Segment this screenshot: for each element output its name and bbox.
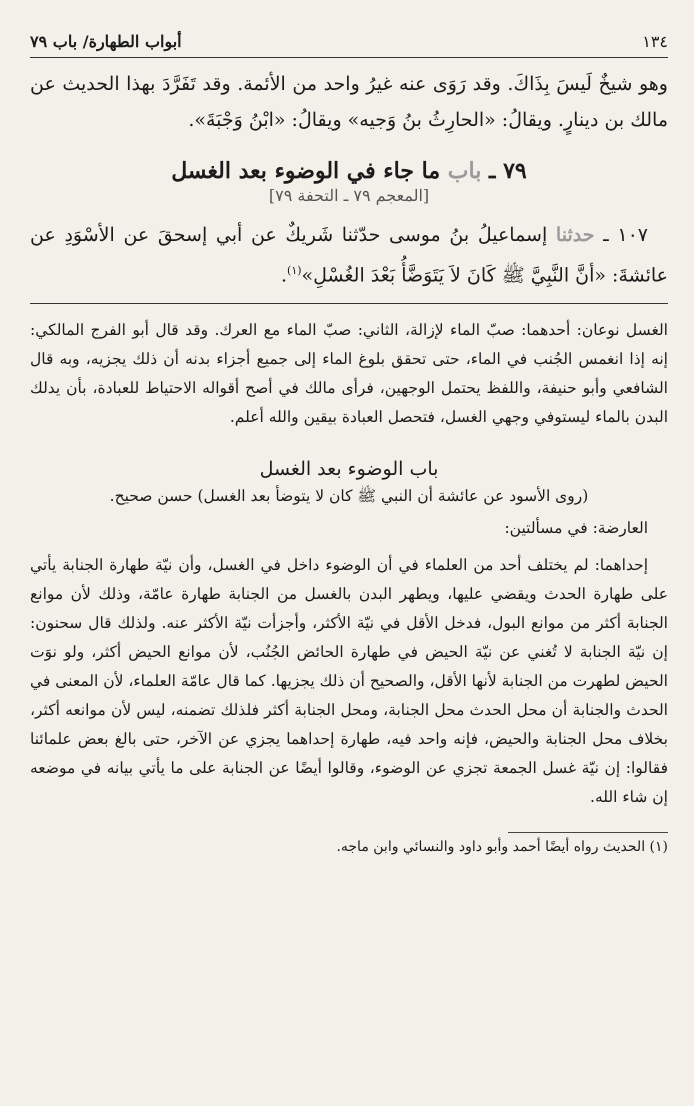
hadith-text: «أنَّ النَّبِيَّ ﷺ كَانَ لاَ يَتَوَضَّأُ بَعْدَ الغُسْلِ» <box>301 264 606 287</box>
hadith-paragraph: ١٠٧ ـ حدثنا إسماعيلُ بنُ موسى حدّثنا شَريكٌ عن أبي إسحقَ عن الأسْوَدِ عن عائشةَ: «أنَّ النَّبِيَّ ﷺ كَانَ لاَ يَتَوَضَّأُ بَعْدَ الغُسْلِ»$^{(١)}$. <box>30 224 668 287</box>
hadith-tahdith-word: حدثنا <box>555 224 595 246</box>
section-title: أبواب الطهارة/ باب ٧٩ <box>30 32 182 51</box>
commentary-intro: الغسل نوعان: أحدهما: صبّ الماء لإزالة، الثاني: صبّ الماء مع العرك. وقد قال أبو الفرج المالكي: إنه إذا انغمس الجُنب في الماء، حتى تحقق بلوغ الماء إلى جميع أجزاء بدنه أن ذلك يجزيه، وبه قال الشافعي وأبو حنيفة، واللفظ يحتمل الوجهين، فرأى مالك في أصح أقواله الاحتياط للعبادة، بأن يدلك البدن بالماء ليستوفي وجهي الغسل، فتحصل العبادة بيقين والله أعلم. <box>30 321 668 427</box>
chapter-heading <box>30 158 668 184</box>
commentary-paragraph: إحداهما: لم يختلف أحد من العلماء في أن الوضوء داخل في الغسل، وأن نيّة طهارة الجنابة يأتي على طهارة الحدث ويقضي عليها، ويطهر البدن بالغسل من الجنابة طهارة عامّة، وذلك لأن موانع الجنابة أكثر من موانع البول، فدخل الأقل في نيّة الأكثر، وأجزأت نيّة الأكثر عنه. ولذلك قال سحنون: إن نيّة الجنابة لا تُغني عن نيّة الحيض في طهارة الحائض الجُنُب، لأن موانع الحيض أكثر، ولو نوَت الحيض لطهرت من الجنابة لأنها الأقل، والصحيح أن ذلك يجزيها. كما قال عامّة العلماء، لأن المعنى في الحدث والجنابة أن محل الحدث محل الجنابة، ومحل الجنابة أكثر فلذلك تضمنه، ليس لأن موانعه أكثر، بخلاف محل الجنابة والحيض، فإنه واحد فيه، طهارة إحداهما يجزي عن الآخر، حتى بالغ بعض علمائنا فقالوا: إن نيّة غسل الجمعة تجزي عن الوضوء، وقالوا أيضًا عن الجنابة على ما يأتي بيانه في موضعه إن شاء الله. <box>29 556 668 807</box>
footnote: (١) الحديث رواه أيضًا أحمد وأبو داود والنسائي وابن ماجه. <box>336 839 668 856</box>
footnote-divider <box>508 832 668 833</box>
main-text-paragraph: وهو شيخٌ لَيسَ بِذَاكَ. وقد رَوَى عنه غيرُ واحد من الأئمة. وقد تَفَرَّدَ بهذا الحديث عن مالك بن دينارٍ. ويقالُ: «الحارِثُ بنُ وَجيه» ويقالُ: «ابْنُ وَجْبَةَ». <box>30 73 668 131</box>
hadith-chain: إسماعيلُ بنُ موسى حدّثنا شَريكٌ عن أبي إسحقَ عن الأسْوَدِ عن عائشةَ: <box>30 224 668 287</box>
running-header <box>30 0 668 58</box>
chapter-bab-word: باب <box>447 158 482 184</box>
commentary-aridah: العارضة: في مسألتين: <box>504 519 648 538</box>
main-text-divider <box>30 303 668 304</box>
chapter-number: ٧٩ ـ <box>489 158 527 184</box>
footnote-marker: (١) <box>287 264 302 277</box>
commentary-quote: (روى الأسود عن عائشة أن النبي ﷺ كان لا يتوضأ بعد الغسل) حسن صحيح. <box>109 487 589 506</box>
page-number: ١٣٤ <box>642 32 668 51</box>
chapter-concordance: [المعجم ٧٩ ـ التحفة ٧٩] <box>268 186 430 205</box>
hadith-number: ١٠٧ ـ <box>603 224 648 246</box>
chapter-title: ما جاء في الوضوء بعد الغسل <box>171 158 441 184</box>
commentary-section-title: باب الوضوء بعد الغسل <box>259 458 439 481</box>
